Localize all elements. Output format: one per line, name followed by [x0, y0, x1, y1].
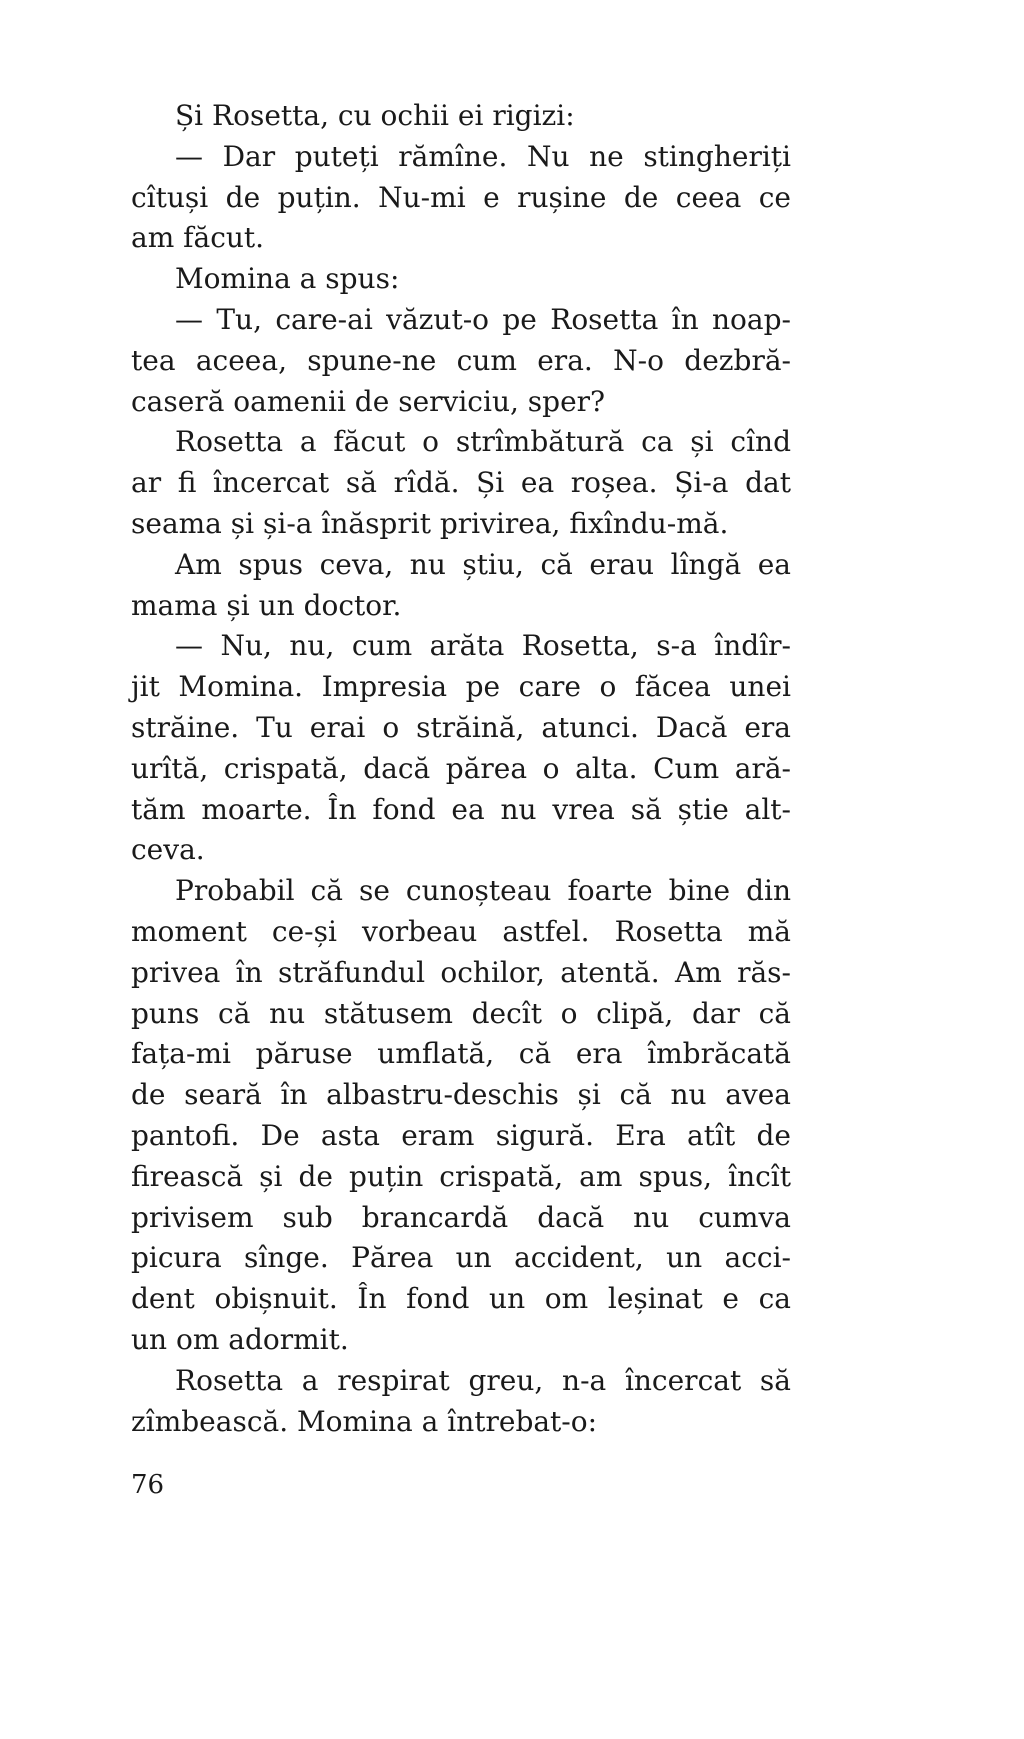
text-line: tea aceea, spune-ne cum era. N-o dezbră- [131, 343, 791, 377]
text-line: cîtuși de puțin. Nu-mi e rușine de ceea ce [131, 180, 791, 214]
text-line: tăm moarte. În fond ea nu vrea să știe alt- [131, 792, 791, 826]
text-line: caseră oamenii de serviciu, sper? [131, 384, 606, 418]
text-line: ceva. [131, 833, 205, 867]
text-line: străine. Tu erai o străină, atunci. Dacă era [131, 710, 791, 744]
text-line: Rosetta a făcut o strîmbătură ca și cînd [175, 425, 791, 459]
text-line: zîmbească. Momina a întrebat-o: [131, 1404, 598, 1438]
text-line: am făcut. [131, 221, 265, 255]
text-line: urîtă, crispată, dacă părea o alta. Cum ară- [131, 751, 791, 785]
text-line: — Nu, nu, cum arăta Rosetta, s-a îndîr- [175, 629, 791, 663]
text-line: ar fi încercat să rîdă. Și ea roșea. Și-a dat [131, 466, 791, 500]
text-line: firească și de puțin crispată, am spus, încît [131, 1159, 791, 1193]
text-line: pantofi. De asta eram sigură. Era atît de [131, 1118, 791, 1152]
text-line: puns că nu stătusem decît o clipă, dar că [131, 996, 791, 1030]
text-line: Probabil că se cunoșteau foarte bine din [175, 874, 791, 908]
text-line: privea în străfundul ochilor, atentă. Am răs- [131, 955, 791, 989]
text-line: un om adormit. [131, 1322, 349, 1356]
text-line: de seară în albastru-deschis și că nu avea [131, 1078, 791, 1112]
text-line: jit Momina. Impresia pe care o făcea unei [131, 670, 791, 704]
text-line: Momina a spus: [175, 262, 400, 296]
text-line: Am spus ceva, nu știu, că erau lîngă ea [175, 547, 791, 581]
text-line: — Tu, care-ai văzut-o pe Rosetta în noap- [175, 302, 791, 336]
text-line: moment ce-și vorbeau astfel. Rosetta mă [131, 914, 791, 948]
text-line: mama și un doctor. [131, 588, 402, 622]
text-line: seama și și-a înăsprit privirea, fixîndu-mă. [131, 506, 729, 540]
text-line: — Dar puteți rămîne. Nu ne stingheriți [175, 139, 791, 173]
text-line: Rosetta a respirat greu, n-a încercat să [175, 1363, 791, 1397]
text-line: fața-mi păruse umflată, că era îmbrăcată [131, 1037, 791, 1071]
page-number: 76 [131, 1470, 165, 1500]
body-text [131, 96, 791, 1442]
text-line: dent obișnuit. În fond un om leșinat e ca [131, 1282, 791, 1316]
text-line: privisem sub brancardă dacă nu cumva [131, 1200, 791, 1234]
text-line: Și Rosetta, cu ochii ei rigizi: [175, 99, 575, 132]
text-line: picura sînge. Părea un accident, un acci- [131, 1241, 791, 1275]
